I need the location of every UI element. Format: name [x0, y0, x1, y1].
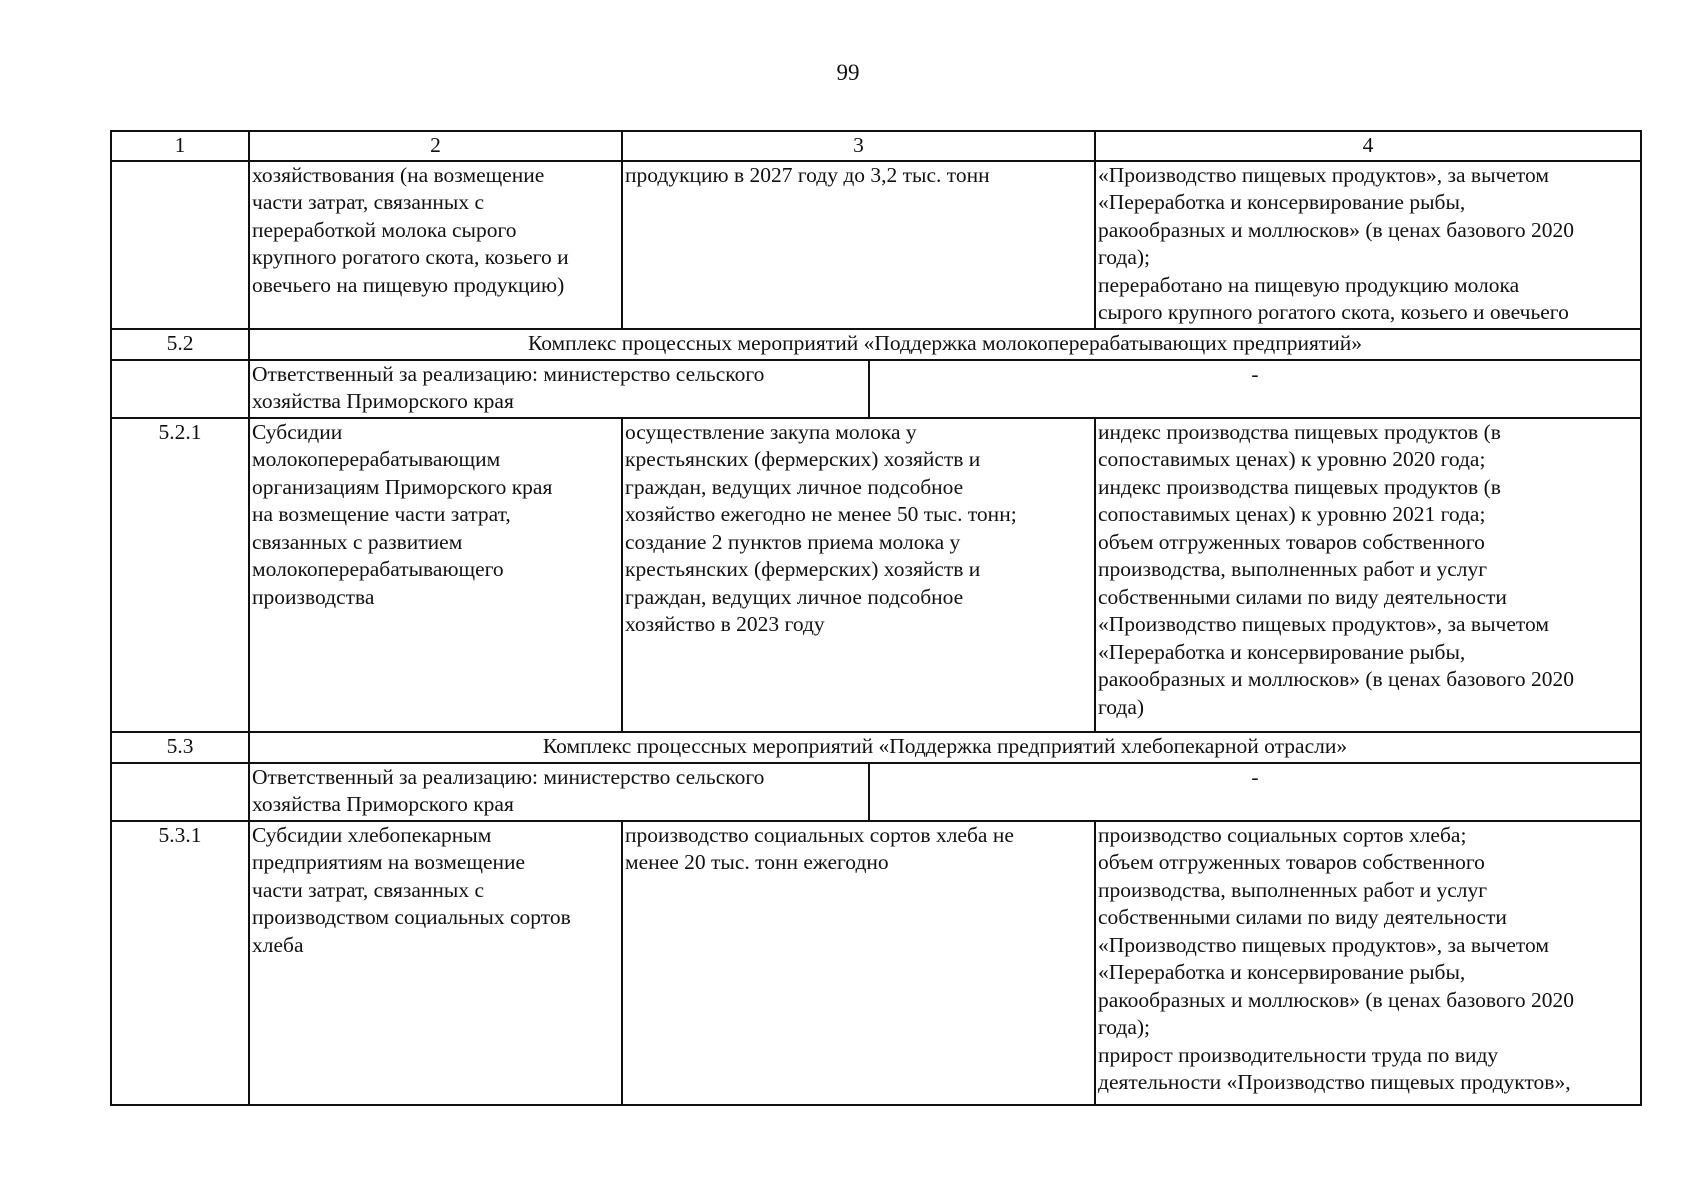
table-row-continuation: [111, 161, 1641, 329]
responsible-row-5-3: [111, 763, 1641, 821]
row-number: [111, 161, 249, 329]
section-title: Комплекс процессных мероприятий «Поддержка молокоперерабатывающих предприятий»: [249, 329, 1641, 360]
measure-description: Субсидии хлебопекарным предприятиям на возмещение части затрат, связанных с производством социальных сортов хлеба: [249, 821, 622, 1105]
expected-result: производство социальных сортов хлеба не менее 20 тыс. тонн ежегодно: [622, 821, 1095, 1105]
section-title: Комплекс процессных мероприятий «Поддержка предприятий хлебопекарной отрасли»: [249, 732, 1641, 763]
section-number: 5.2: [111, 329, 249, 360]
program-table: [110, 130, 1642, 1106]
indicator-link: индекс производства пищевых продуктов (в сопоставимых ценах) к уровню 2020 года; индекс производства пищевых продуктов (в сопоставимых ценах) к уровню 2021 года; объем отгруженных товаров собственного производства, выполненных работ и услуг собственными силами по виду деятельности «Производство пищевых продуктов», за вычетом «Переработка и консервирование рыбы, ракообразных и моллюсков» (в ценах базового 2020 года): [1095, 418, 1641, 732]
indicator-link: «Производство пищевых продуктов», за вычетом «Переработка и консервирование рыбы, ракообразных и моллюсков» (в ценах базового 2020 года); переработано на пищевую продукцию молока сырого крупного рогатого скота, козьего и овечьего: [1095, 161, 1641, 329]
expected-result: продукцию в 2027 году до 3,2 тыс. тонн: [622, 161, 1095, 329]
section-header-5-2: [111, 329, 1641, 360]
responsible-row-5-2: [111, 360, 1641, 418]
responsible-label: Ответственный за реализацию: министерство сельского хозяйства Приморского края: [249, 763, 869, 821]
column-header-3: 3: [622, 131, 1095, 161]
measure-description: Субсидии молокоперерабатывающим организациям Приморского края на возмещение части затрат, связанных с развитием молокоперерабатывающего производства: [249, 418, 622, 732]
measure-description: хозяйствования (на возмещение части затрат, связанных с переработкой молока сырого крупного рогатого скота, козьего и овечьего на пищевую продукцию): [249, 161, 622, 329]
row-number: [111, 360, 249, 418]
responsible-value: -: [869, 763, 1641, 821]
indicator-link: производство социальных сортов хлеба; объем отгруженных товаров собственного производства, выполненных работ и услуг собственными силами по виду деятельности «Производство пищевых продуктов», за вычетом «Переработка и консервирование рыбы, ракообразных и моллюсков» (в ценах базового 2020 года); прирост производительности труда по виду деятельности «Производство пищевых продуктов»,: [1095, 821, 1641, 1105]
page-number: 99: [836, 60, 860, 85]
responsible-value: -: [869, 360, 1641, 418]
expected-result: осуществление закупа молока у крестьянских (фермерских) хозяйств и граждан, ведущих личное подсобное хозяйство ежегодно не менее 50 тыс. тонн; создание 2 пунктов приема молока у крестьянских (фермерских) хозяйств и граждан, ведущих личное подсобное хозяйство в 2023 году: [622, 418, 1095, 732]
responsible-label: Ответственный за реализацию: министерство сельского хозяйства Приморского края: [249, 360, 869, 418]
row-number: [111, 763, 249, 821]
column-header-4: 4: [1095, 131, 1641, 161]
table-row-5-2-1: [111, 418, 1641, 732]
table-row-5-3-1: [111, 821, 1641, 1105]
section-header-5-3: [111, 732, 1641, 763]
row-number: 5.2.1: [111, 418, 249, 732]
column-header-2: 2: [249, 131, 622, 161]
column-header-1: 1: [111, 131, 249, 161]
section-number: 5.3: [111, 732, 249, 763]
row-number: 5.3.1: [111, 821, 249, 1105]
column-header-row: [111, 131, 1641, 161]
